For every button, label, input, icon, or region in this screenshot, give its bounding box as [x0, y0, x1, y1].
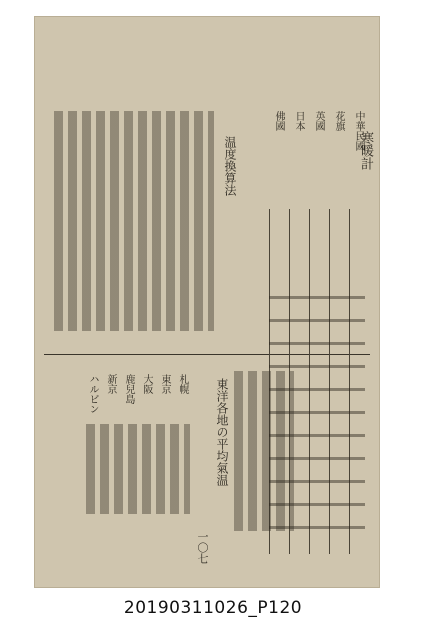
conversion-text: [54, 111, 214, 331]
place-1: 札幌: [177, 374, 188, 394]
table-header-1: 中華民國: [353, 111, 364, 151]
conversion-heading: 温度換算法: [223, 136, 237, 196]
table-header-5: 佛國: [273, 111, 284, 131]
place-6: ハルビン: [87, 374, 98, 414]
table-header-4: 日本: [293, 111, 304, 131]
places-list: [86, 374, 190, 524]
place-3: 大阪: [141, 374, 152, 394]
place-2: 東京: [159, 374, 170, 394]
image-caption: 20190311026_P120: [123, 598, 303, 618]
page-number: 一〇七: [196, 531, 209, 564]
table-header-3: 英國: [313, 111, 324, 131]
table-title: 寒暖計: [358, 131, 373, 170]
table-header-2: 花旗: [333, 111, 344, 131]
place-5: 新京: [105, 374, 116, 394]
temperature-values: [86, 424, 190, 514]
place-4: 鹿兒島: [123, 374, 134, 404]
book-page: [34, 16, 380, 588]
bottom-title: 東洋各地の平均氣温: [215, 378, 229, 486]
bottom-notes: [234, 371, 294, 531]
